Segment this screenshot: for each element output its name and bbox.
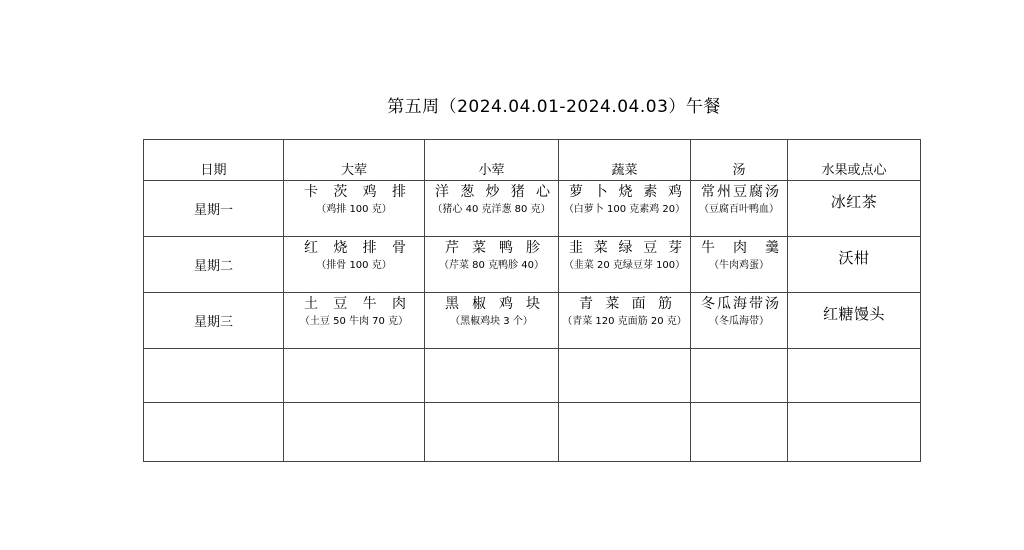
soup-cell [691,293,788,349]
empty-cell [144,403,284,462]
dish-name: 黑椒鸡块 [445,296,540,312]
side-meat-cell [425,293,559,349]
dish-detail: （冬瓜海带） [709,316,769,327]
dish-detail: （黑椒鸡块 3 个） [450,316,533,327]
empty-cell [559,349,691,403]
dish-detail: （排骨 100 克） [316,260,392,271]
day-cell: 星期三 [144,293,284,349]
dish-detail: （韭菜 20 克绿豆芽 100） [563,260,686,271]
dish-name: 萝卜烧素鸡 [569,184,682,200]
fruit-name: 红糖馒头 [822,305,885,323]
side-meat-cell [425,181,559,237]
fruit-name: 冰红茶 [830,193,878,211]
empty-cell [425,403,559,462]
soup-cell [691,181,788,237]
soup-cell [691,237,788,293]
vegetable-cell [559,293,691,349]
dish-detail: （青菜 120 克面筋 20 克） [562,316,687,327]
header-main-meat: 大荤 [284,140,425,181]
fruit-cell [788,237,921,293]
header-date: 日期 [144,140,284,181]
dish-name: 卡茨鸡排 [304,184,406,200]
empty-cell [559,403,691,462]
empty-cell [284,349,425,403]
header-side-meat: 小荤 [425,140,559,181]
dish-name: 韭菜绿豆芽 [569,240,682,256]
dish-name: 土豆牛肉 [304,296,406,312]
empty-cell [284,403,425,462]
page-title [0,92,1024,117]
dish-detail: （芹菜 80 克鸭胗 40） [439,260,544,271]
main-meat-cell [284,181,425,237]
day-cell: 星期一 [144,181,284,237]
dish-name: 冬瓜海带汤 [701,296,779,312]
header-vegetable: 蔬菜 [559,140,691,181]
fruit-cell [788,181,921,237]
dish-name: 芹菜鸭胗 [445,240,540,256]
fruit-name: 沃柑 [838,249,870,267]
empty-table-row [144,403,921,462]
dish-name: 牛肉羹 [701,240,779,256]
dish-name: 洋葱炒猪心 [435,184,550,200]
empty-cell [691,403,788,462]
empty-cell [691,349,788,403]
dish-detail: （猪心 40 克洋葱 80 克） [432,204,551,215]
empty-cell [788,403,921,462]
dish-name: 青菜面筋 [579,296,672,312]
fruit-cell [788,293,921,349]
dish-name: 常州豆腐汤 [701,184,779,200]
dish-detail: （豆腐百叶鸭血） [699,204,779,215]
main-meat-cell [284,237,425,293]
table-header-row [144,140,921,181]
table-row-wednesday [144,293,921,349]
empty-cell [425,349,559,403]
header-fruit: 水果或点心 [788,140,921,181]
lunch-menu-table [143,139,921,462]
side-meat-cell [425,237,559,293]
dish-detail: （白萝卜 100 克素鸡 20） [563,204,686,215]
day-cell: 星期二 [144,237,284,293]
dish-name: 红烧排骨 [304,240,406,256]
vegetable-cell [559,237,691,293]
dish-detail: （牛肉鸡蛋） [709,260,769,271]
empty-table-row [144,349,921,403]
table-row-monday [144,181,921,237]
table-row-tuesday [144,237,921,293]
empty-cell [788,349,921,403]
title-text: 第五周（2024.04.01-2024.04.03）午餐 [387,97,721,117]
empty-cell [144,349,284,403]
dish-detail: （土豆 50 牛肉 70 克） [299,316,409,327]
vegetable-cell [559,181,691,237]
header-soup: 汤 [691,140,788,181]
main-meat-cell [284,293,425,349]
dish-detail: （鸡排 100 克） [316,204,392,215]
